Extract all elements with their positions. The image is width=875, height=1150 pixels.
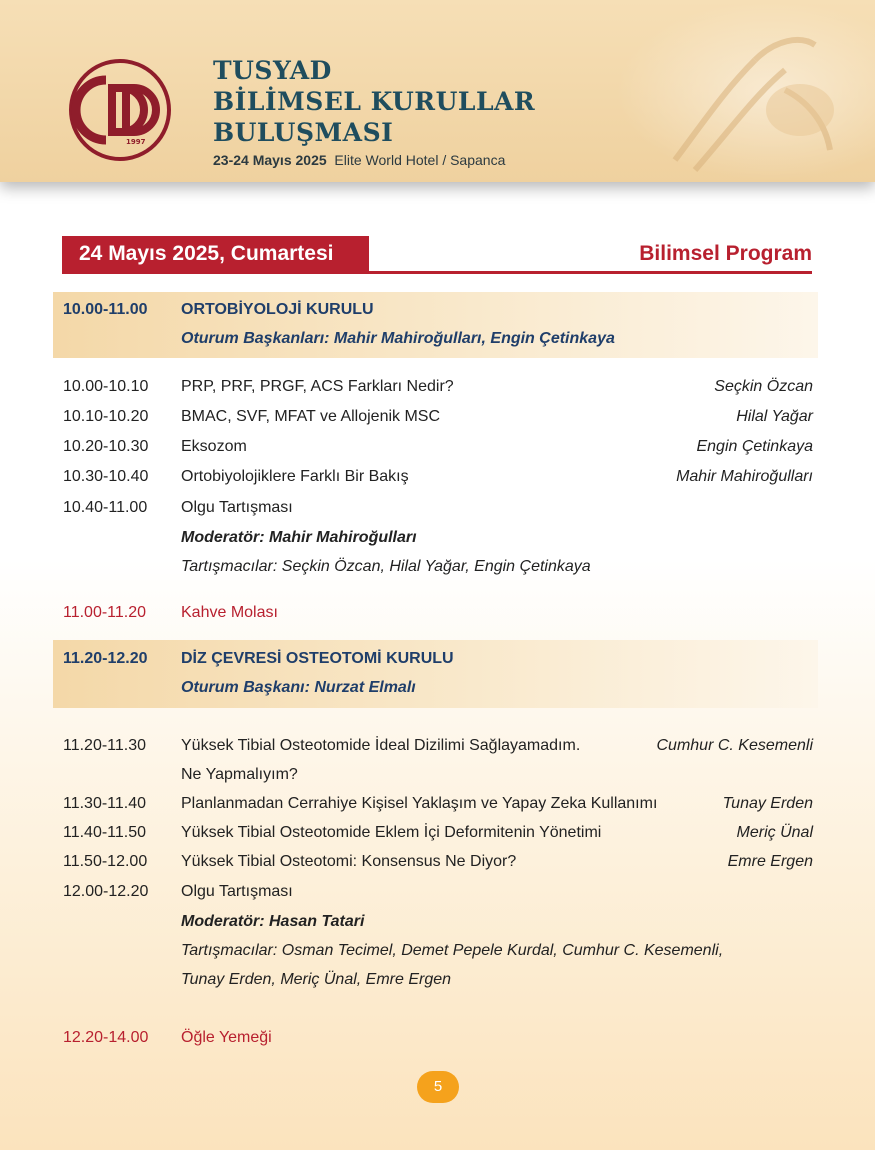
program-row	[63, 883, 813, 905]
tusyad-logo	[68, 58, 192, 162]
break-time: 12.20-14.00	[63, 1029, 149, 1046]
row-time: 11.40-11.50	[63, 824, 147, 841]
row-topic: Olgu Tartışması	[181, 499, 293, 516]
discussants: Tartışmacılar: Osman Tecimel, Demet Pepele Kurdal, Cumhur C. Kesemenli,	[181, 942, 724, 959]
row-time: 11.30-11.40	[63, 795, 147, 812]
session-chairs: Oturum Başkanı: Nurzat Elmalı	[181, 679, 416, 696]
row-topic: Yüksek Tibial Osteotomi: Konsensus Ne Diyor?	[181, 853, 517, 870]
row-time: 11.20-11.30	[63, 737, 147, 754]
program-row	[63, 468, 813, 490]
discussion-discussants-row	[63, 558, 813, 580]
header-banner	[0, 0, 875, 182]
row-speaker: Tunay Erden	[722, 795, 813, 812]
program-row	[63, 499, 813, 521]
row-topic: PRP, PRF, PRGF, ACS Farkları Nedir?	[181, 378, 454, 395]
program-row	[63, 853, 813, 875]
row-time: 10.00-10.10	[63, 378, 149, 395]
row-time: 10.30-10.40	[63, 468, 149, 485]
discussion-moderator-row	[63, 913, 813, 935]
moderator: Moderatör: Hasan Tatari	[181, 913, 365, 930]
moderator: Moderatör: Mahir Mahiroğulları	[181, 529, 417, 546]
header-bone-illustration	[615, 0, 875, 182]
row-speaker: Cumhur C. Kesemenli	[656, 737, 813, 754]
row-time: 10.20-10.30	[63, 438, 149, 455]
break-time: 11.00-11.20	[63, 604, 147, 621]
session-header-ortobiyoloji	[53, 292, 818, 358]
row-speaker: Meriç Ünal	[736, 824, 813, 841]
event-title-block	[213, 55, 535, 168]
session-time: 10.00-11.00	[63, 301, 148, 318]
discussion-discussants-row	[63, 942, 813, 964]
svg-text:1997: 1997	[126, 138, 146, 146]
row-time: 12.00-12.20	[63, 883, 149, 900]
row-time: 10.10-10.20	[63, 408, 149, 425]
session-name: DİZ ÇEVRESİ OSTEOTOMİ KURULU	[181, 650, 454, 667]
row-speaker: Hilal Yağar	[736, 408, 813, 425]
event-venue: Elite World Hotel / Sapanca	[334, 152, 506, 168]
row-time: 10.40-11.00	[63, 499, 148, 516]
row-topic: Planlanmadan Cerrahiye Kişisel Yaklaşım ve Yapay Zeka Kullanımı	[181, 795, 658, 812]
row-speaker: Seçkin Özcan	[714, 378, 813, 395]
session-name: ORTOBİYOLOJİ KURULU	[181, 301, 374, 318]
day-title-bar	[62, 236, 812, 274]
discussants-continued: Tunay Erden, Meriç Ünal, Emre Ergen	[181, 971, 452, 988]
program-row	[63, 795, 813, 817]
row-topic: Yüksek Tibial Osteotomide Eklem İçi Deformitenin Yönetimi	[181, 824, 602, 841]
row-topic: Yüksek Tibial Osteotomide İdeal Dizilimi Sağlayamadım.	[181, 737, 581, 754]
event-date-venue	[213, 152, 535, 168]
row-topic: BMAC, SVF, MFAT ve Allojenik MSC	[181, 408, 441, 425]
row-topic-continued: Ne Yapmalıyım?	[181, 766, 298, 783]
program-row	[63, 438, 813, 460]
row-topic: Eksozom	[181, 438, 247, 455]
program-row	[63, 378, 813, 400]
break-label: Kahve Molası	[181, 604, 278, 621]
discussion-moderator-row	[63, 529, 813, 551]
session-time: 11.20-12.20	[63, 650, 148, 667]
break-label: Öğle Yemeği	[181, 1029, 272, 1046]
event-title-line-1: TUSYAD	[213, 56, 332, 85]
break-row-lunch	[63, 1029, 813, 1051]
day-title: 24 Mayıs 2025, Cumartesi	[62, 236, 369, 272]
discussion-discussants-row	[63, 971, 813, 993]
row-time: 11.50-12.00	[63, 853, 148, 870]
day-title-rule	[62, 271, 812, 274]
row-topic: Olgu Tartışması	[181, 883, 293, 900]
session-chairs: Oturum Başkanları: Mahir Mahiroğulları, Engin Çetinkaya	[181, 330, 615, 347]
program-row	[63, 824, 813, 846]
program-label: Bilimsel Program	[639, 242, 812, 265]
session-header-osteotomi	[53, 640, 818, 708]
event-dates: 23-24 Mayıs 2025	[213, 152, 327, 168]
break-row-coffee	[63, 604, 813, 626]
row-speaker: Engin Çetinkaya	[696, 438, 813, 455]
discussants: Tartışmacılar: Seçkin Özcan, Hilal Yağar, Engin Çetinkaya	[181, 558, 591, 575]
row-speaker: Mahir Mahiroğulları	[676, 468, 813, 485]
page-number-badge: 5	[417, 1071, 459, 1103]
event-title-line-2: BİLİMSEL KURULLAR	[213, 87, 536, 116]
program-row-continuation	[63, 766, 813, 788]
row-topic: Ortobiyolojiklere Farklı Bir Bakış	[181, 468, 409, 485]
event-title-line-3: BULUŞMASI	[213, 118, 394, 147]
program-row	[63, 737, 813, 759]
program-row	[63, 408, 813, 430]
row-speaker: Emre Ergen	[727, 853, 813, 870]
